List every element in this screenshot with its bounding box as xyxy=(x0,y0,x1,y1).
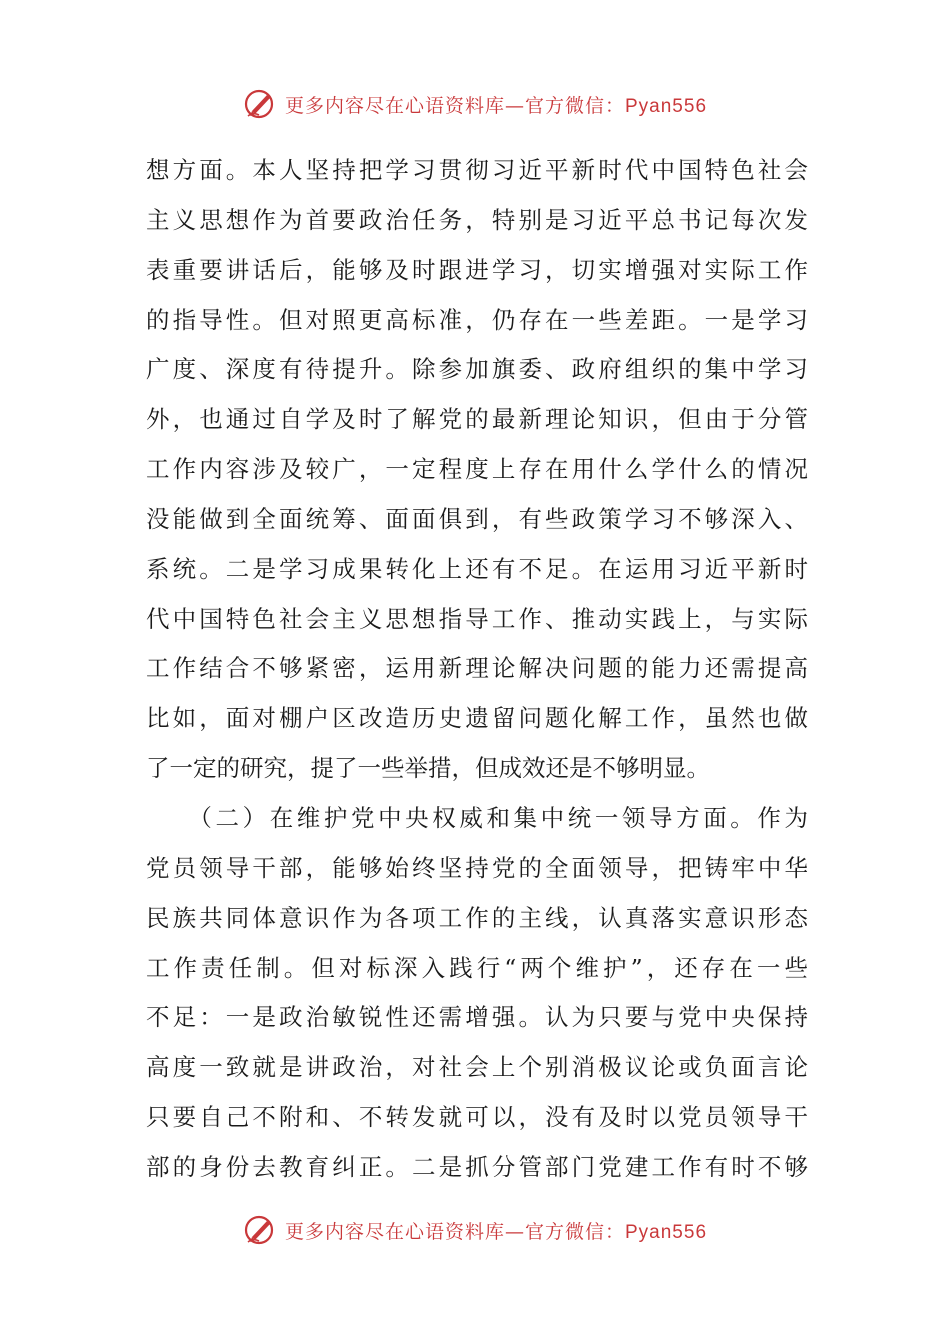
text-line: 想方面。本人坚持把学习贯彻习近平新时代中国特色社会 xyxy=(146,156,808,184)
header-banner-text xyxy=(285,91,707,118)
footer-banner-text xyxy=(285,1217,707,1244)
text-line: 不足：一是政治敏锐性还需增强。认为只要与党中央保持 xyxy=(146,1003,808,1032)
header-banner-label: 更多内容尽在心语资料库—官方微信： xyxy=(284,94,625,117)
text-line: 工作责任制。但对标深入践行“两个维护”，还存在一些 xyxy=(146,953,808,982)
text-line: 了一定的研究，提了一些举措，但成效还是不够明显。 xyxy=(146,754,710,783)
text-line: 没能做到全面统筹、面面俱到，有些政策学习不够深入、 xyxy=(146,504,808,533)
pen-logo-icon xyxy=(243,87,277,121)
text-line: 的指导性。但对照更高标准，仍存在一些差距。一是学习 xyxy=(146,305,808,334)
text-line: 代中国特色社会主义思想指导工作、推动实践上，与实际 xyxy=(146,604,808,633)
header-banner xyxy=(0,84,950,124)
text-line: 广度、深度有待提升。除参加旗委、政府组织的集中学习 xyxy=(146,355,808,384)
text-line: 党员领导干部，能够始终坚持党的全面领导，把铸牢中华 xyxy=(146,853,808,882)
document-body xyxy=(146,146,808,1193)
text-line: 只要自己不附和、不转发就可以，没有及时以党员领导干 xyxy=(146,1103,808,1132)
footer-wechat-id: Pyan556 xyxy=(625,1221,708,1243)
text-line: 工作内容涉及较广，一定程度上存在用什么学什么的情况 xyxy=(146,455,808,484)
text-line: 比如，面对棚户区改造历史遗留问题化解工作，虽然也做 xyxy=(146,704,808,733)
text-line: 工作结合不够紧密，运用新理论解决问题的能力还需提高 xyxy=(146,654,808,683)
text-line: 高度一致就是讲政治，对社会上个别消极议论或负面言论 xyxy=(146,1053,808,1082)
text-line: 系统。二是学习成果转化上还有不足。在运用习近平新时 xyxy=(146,554,808,583)
header-wechat-id: Pyan556 xyxy=(625,95,708,117)
text-line: 表重要讲话后，能够及时跟进学习，切实增强对实际工作 xyxy=(146,255,808,284)
footer-banner-label: 更多内容尽在心语资料库—官方微信： xyxy=(284,1220,625,1243)
text-line: 主义思想作为首要政治任务，特别是习近平总书记每次发 xyxy=(146,205,808,234)
text-line: 民族共同体意识作为各项工作的主线，认真落实意识形态 xyxy=(146,903,808,932)
pen-logo-icon xyxy=(243,1213,277,1247)
text-line: 部的身份去教育纠正。二是抓分管部门党建工作有时不够 xyxy=(146,1152,808,1181)
footer-banner xyxy=(0,1210,950,1250)
text-line: （二）在维护党中央权威和集中统一领导方面。作为 xyxy=(146,803,808,832)
text-line: 外，也通过自学及时了解党的最新理论知识，但由于分管 xyxy=(146,405,808,434)
